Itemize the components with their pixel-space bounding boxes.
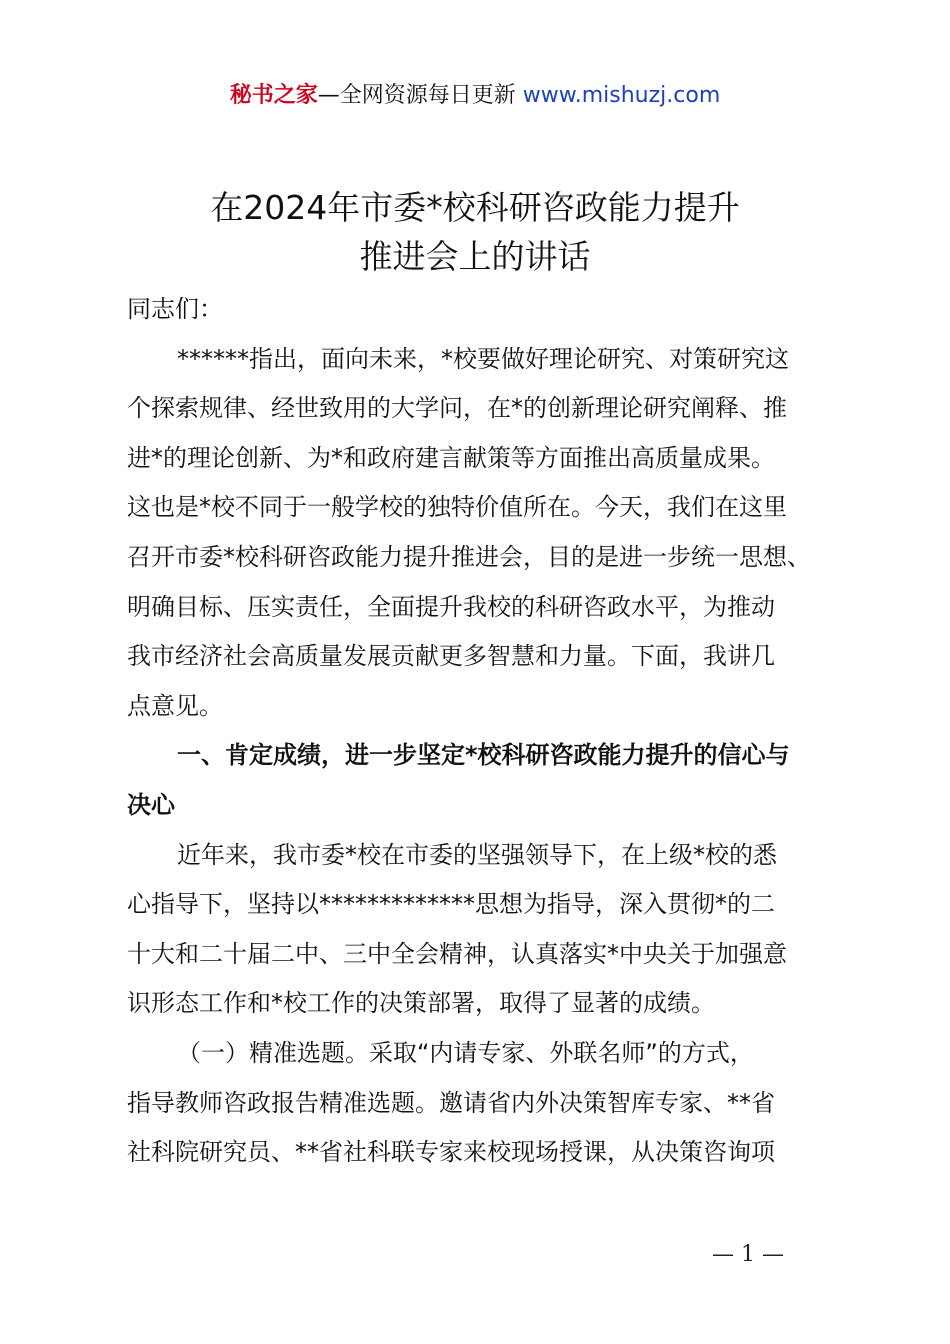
paragraph-1-line: 点意见。 xyxy=(127,691,223,720)
paragraph-2-line: 十大和二十届二中、三中全会精神，认真落实*中央关于加强意 xyxy=(127,939,787,968)
section-heading-1-line: 一、肯定成绩，进一步坚定*校科研咨政能力提升的信心与 xyxy=(177,741,790,770)
paragraph-3-line: （一）精准选题。采取“内请专家、外联名师”的方式， xyxy=(177,1038,754,1067)
paragraph-1-line: 我市经济社会高质量发展贡献更多智慧和力量。下面，我讲几 xyxy=(127,642,775,671)
page-number: — 1 — xyxy=(712,1242,784,1267)
salutation: 同志们： xyxy=(127,295,223,323)
document-title-line-2: 推进会上的讲话 xyxy=(359,237,591,276)
paragraph-1-line: 个探索规律、经世致用的大学问，在*的创新理论研究阐释、推 xyxy=(127,394,787,423)
paragraph-1-line: 进*的理论创新、为*和政府建言献策等方面推出高质量成果。 xyxy=(127,443,775,472)
site-url-link[interactable]: www.mishuzj.com xyxy=(522,83,721,108)
site-header xyxy=(0,80,950,112)
paragraph-3-line: 指导教师咨政报告精准选题。邀请省内外决策智库专家、**省 xyxy=(127,1088,775,1117)
section-heading-1-line: 决心 xyxy=(127,790,175,819)
paragraph-1-line: 这也是*校不同于一般学校的独特价值所在。今天，我们在这里 xyxy=(127,493,787,522)
paragraph-2-line: 近年来，我市委*校在市委的坚强领导下，在上级*校的悉 xyxy=(177,840,777,869)
document-title-line-1: 在2024年市委*校科研咨政能力提升 xyxy=(210,188,740,227)
site-tagline: —全网资源每日更新 xyxy=(317,83,516,108)
document-body xyxy=(127,285,847,1178)
paragraph-1-line: 明确目标、压实责任，全面提升我校的科研咨政水平，为推动 xyxy=(127,592,775,621)
paragraph-2-line: 心指导下，坚持以*************思想为指导，深入贯彻*的二 xyxy=(127,890,775,919)
paragraph-3-line: 社科院研究员、**省社科联专家来校现场授课，从决策咨询项 xyxy=(127,1138,775,1167)
paragraph-1-line: 召开市委*校科研咨政能力提升推进会，目的是进一步统一思想、 xyxy=(127,542,811,571)
paragraph-2-line: 识形态工作和*校工作的决策部署，取得了显著的成绩。 xyxy=(127,989,715,1018)
site-brand: 秘书之家 xyxy=(229,83,318,108)
paragraph-1-line: ******指出，面向未来，*校要做好理论研究、对策研究这 xyxy=(177,344,789,373)
